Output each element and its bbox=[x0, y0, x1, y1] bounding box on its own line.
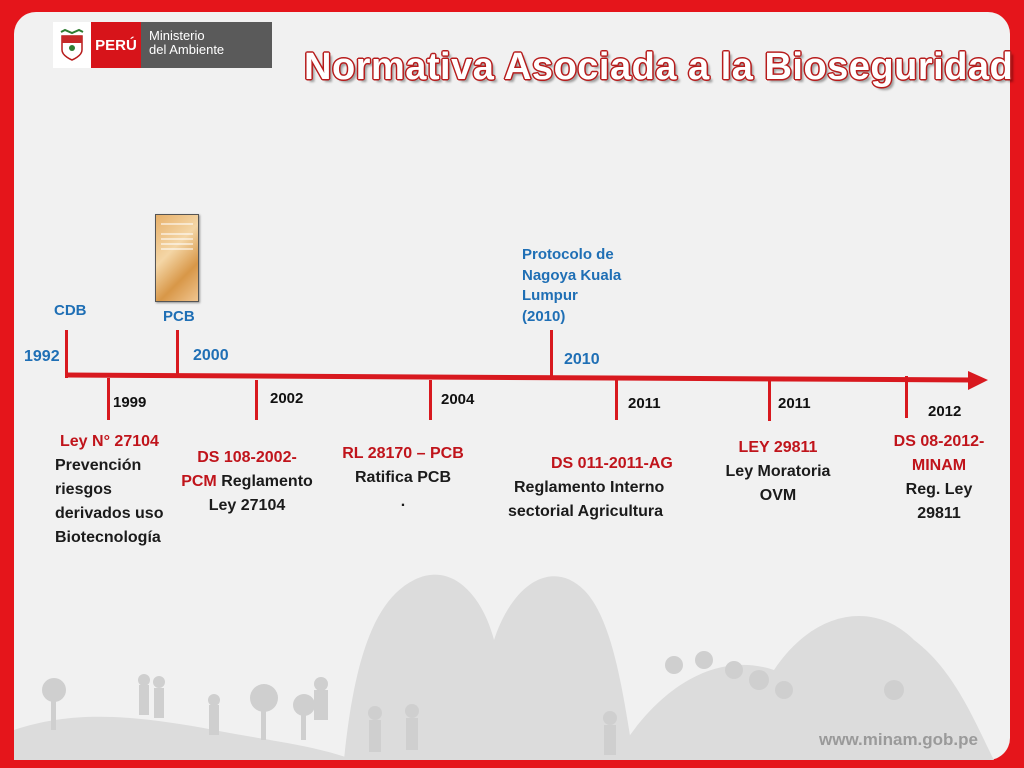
event-2004: RL 28170 – PCB Ratifica PCB . bbox=[342, 445, 464, 510]
tick-1992 bbox=[65, 330, 68, 378]
tick-2011-a bbox=[615, 380, 618, 420]
year-2011-a: 2011 bbox=[628, 395, 661, 412]
tick-2004 bbox=[429, 380, 432, 420]
year-2012: 2012 bbox=[928, 403, 962, 420]
label-cdb: CDB bbox=[54, 302, 87, 319]
tick-2012 bbox=[905, 376, 908, 418]
event-2011-b: LEY 29811 Ley Moratoria OVM bbox=[725, 439, 831, 504]
event-1999: Ley N° 27104 Prevención riesgos derivados uso Biotecnología bbox=[55, 433, 164, 546]
tick-2011-b bbox=[768, 381, 771, 421]
tick-1999 bbox=[107, 378, 110, 420]
year-2010: 2010 bbox=[564, 351, 600, 368]
year-2011-b: 2011 bbox=[778, 395, 811, 412]
timeline-arrow-icon bbox=[968, 371, 988, 390]
year-2000: 2000 bbox=[193, 347, 229, 364]
page-title: Normativa Asociada a la Bioseguridad bbox=[304, 46, 1014, 88]
year-2004: 2004 bbox=[441, 391, 475, 408]
ministry-name: Ministerio del Ambiente bbox=[141, 22, 272, 68]
event-2011-a: DS 011-2011-AG Reglamento Interno sectorial Agricultura bbox=[508, 455, 673, 520]
tick-2000 bbox=[176, 330, 179, 375]
year-2002: 2002 bbox=[270, 390, 304, 407]
peru-label: PERÚ bbox=[91, 22, 141, 68]
year-1992: 1992 bbox=[24, 348, 60, 365]
event-2012: DS 08-2012- MINAM Reg. Ley 29811 bbox=[893, 433, 985, 522]
pcb-document-thumbnail bbox=[155, 214, 199, 302]
label-pcb: PCB bbox=[163, 308, 195, 325]
label-protocolo-nagoya: Protocolo de Nagoya Kuala Lumpur (2010) bbox=[522, 246, 622, 325]
tick-2002 bbox=[255, 380, 258, 420]
tick-2010 bbox=[550, 330, 553, 376]
footer-url: www.minam.gob.pe bbox=[819, 730, 978, 749]
event-2002: DS 108-2002- PCM Reglamento Ley 27104 bbox=[181, 449, 313, 514]
year-1999: 1999 bbox=[113, 394, 147, 411]
